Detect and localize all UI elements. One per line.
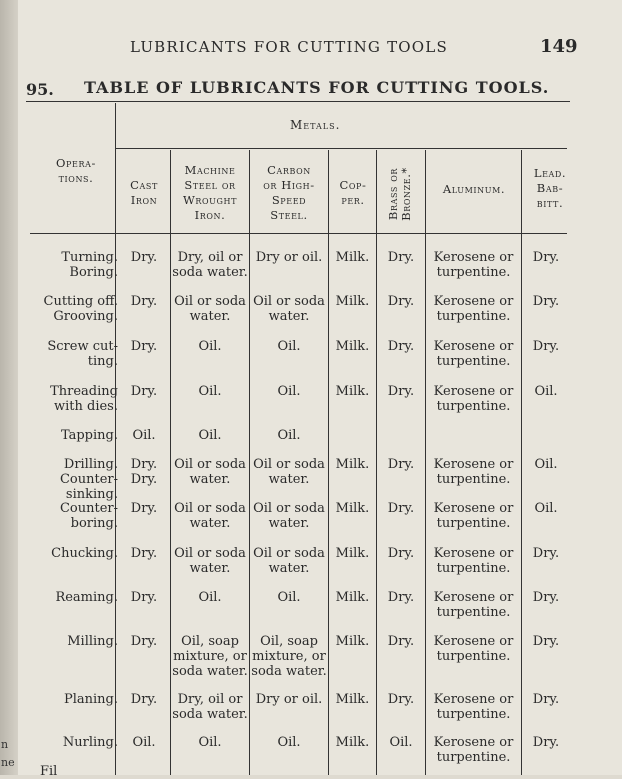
cell-line: Kerosene or — [433, 634, 514, 649]
carbon-steel-cell — [250, 339, 328, 354]
cell-line: mixture, or — [173, 649, 247, 664]
brass-cell — [377, 294, 425, 309]
carbon-steel-cell — [250, 294, 328, 324]
cell-line: Boring. — [69, 265, 118, 280]
copper-cell — [329, 294, 376, 309]
brass-header: Brass or Bronze.* — [386, 167, 413, 221]
carbon-steel-cell — [250, 546, 328, 576]
cell-line: Reaming. — [55, 590, 118, 605]
brass-cell — [377, 384, 425, 399]
cell-line: turpentine. — [436, 354, 511, 369]
header-bottom-rule — [30, 233, 567, 234]
metals-header: Metals. — [290, 118, 341, 132]
machine-steel-cell — [171, 692, 249, 722]
lead-cell — [522, 250, 570, 265]
carbon-steel-cell — [250, 590, 328, 605]
operation-cell — [30, 546, 118, 561]
cell-line: water. — [189, 309, 231, 324]
operations-header: Opera- tions. — [56, 156, 96, 185]
carbon-steel-header: Carbon or High- Speed Steel. — [263, 163, 315, 222]
cell-line: Dry. — [130, 692, 158, 707]
title-rule — [26, 101, 570, 102]
cast-iron-cell — [118, 339, 170, 354]
cell-line: Chucking. — [51, 546, 118, 561]
carbon-steel-cell — [250, 692, 328, 707]
cell-line: Dry. — [130, 250, 158, 265]
cell-line: Oil. — [198, 384, 222, 399]
cell-line: Counter- — [59, 501, 118, 516]
cell-line: Milk. — [335, 590, 370, 605]
copper-cell — [329, 692, 376, 707]
cell-line: Dry, oil or — [177, 250, 243, 265]
copper-cell — [329, 457, 376, 472]
cell-line: Kerosene or — [433, 457, 514, 472]
operation-cell — [30, 250, 118, 280]
machine-steel-cell — [171, 501, 249, 531]
operation-cell — [30, 590, 118, 605]
cell-line: water. — [268, 561, 310, 576]
aluminum-cell — [426, 634, 521, 664]
operation-cell — [30, 634, 118, 649]
cut-off-row-label: Fil — [40, 764, 58, 779]
cell-line: Dry. — [532, 590, 560, 605]
cell-line: with dies. — [54, 399, 118, 414]
cell-line: turpentine. — [436, 399, 511, 414]
cell-line: Dry. — [130, 472, 158, 487]
cell-line: Screw cut- — [47, 339, 118, 354]
machine-steel-cell — [171, 428, 249, 443]
lead-cell — [522, 339, 570, 354]
cast-iron-cell — [118, 457, 170, 487]
lead-cell — [522, 590, 570, 605]
cell-line: Milk. — [335, 457, 370, 472]
operation-cell — [30, 457, 118, 502]
cell-line: Dry, oil or — [177, 692, 243, 707]
cell-line: Drilling. — [63, 457, 118, 472]
cell-line: turpentine. — [436, 750, 511, 765]
cell-line: Kerosene or — [433, 384, 514, 399]
running-head: LUBRICANTS FOR CUTTING TOOLS — [130, 38, 448, 56]
brass-cell — [377, 590, 425, 605]
cell-line: water. — [268, 516, 310, 531]
cell-line: Oil, soap — [260, 634, 318, 649]
cell-line: Milling. — [67, 634, 118, 649]
cell-line: Tapping. — [60, 428, 118, 443]
aluminum-cell — [426, 501, 521, 531]
book-gutter — [0, 0, 18, 775]
cell-line: Milk. — [335, 294, 370, 309]
aluminum-cell — [426, 457, 521, 487]
machine-steel-cell — [171, 457, 249, 487]
carbon-steel-cell — [250, 384, 328, 399]
copper-cell — [329, 735, 376, 750]
cell-line: Dry. — [387, 384, 415, 399]
cell-line: Dry. — [130, 294, 158, 309]
cell-line: Dry. — [532, 692, 560, 707]
machine-steel-cell — [171, 294, 249, 324]
cell-line: Dry. — [532, 250, 560, 265]
cell-line: Oil or soda — [253, 294, 325, 309]
aluminum-cell — [426, 590, 521, 620]
copper-cell — [329, 501, 376, 516]
cell-line: Dry. — [130, 546, 158, 561]
carbon-steel-cell — [250, 634, 328, 679]
machine-steel-cell — [171, 339, 249, 354]
cell-line: Turning. — [61, 250, 118, 265]
cast-iron-cell — [118, 294, 170, 309]
lead-cell — [522, 384, 570, 399]
brass-cell — [377, 501, 425, 516]
cell-line: Dry. — [387, 501, 415, 516]
brass-cell — [377, 735, 425, 750]
brass-cell — [377, 339, 425, 354]
cell-line: Milk. — [335, 501, 370, 516]
cell-line: Oil. — [198, 428, 222, 443]
machine-steel-header: Machine Steel or Wrought Iron. — [182, 163, 238, 222]
lead-cell — [522, 735, 570, 750]
cell-line: Kerosene or — [433, 294, 514, 309]
aluminum-header: Aluminum. — [442, 182, 506, 196]
cell-line: Counter- — [59, 472, 118, 487]
cell-line: Dry. — [387, 457, 415, 472]
cell-line: turpentine. — [436, 707, 511, 722]
cell-line: Oil. — [132, 735, 156, 750]
brass-cell — [377, 457, 425, 472]
cell-line: Dry. — [130, 501, 158, 516]
cell-line: Oil. — [198, 339, 222, 354]
cell-line: Milk. — [335, 692, 370, 707]
cast-iron-header: Cast Iron — [130, 178, 158, 207]
cell-line: soda water. — [251, 664, 327, 679]
copper-cell — [329, 384, 376, 399]
cell-line: Dry. — [387, 339, 415, 354]
copper-cell — [329, 339, 376, 354]
cell-line: Dry. — [532, 294, 560, 309]
carbon-steel-cell — [250, 457, 328, 487]
lead-cell — [522, 501, 570, 516]
cell-line: Oil. — [534, 384, 558, 399]
lead-cell — [522, 294, 570, 309]
cast-iron-cell — [118, 501, 170, 516]
cell-line: Dry. — [532, 546, 560, 561]
cell-line: turpentine. — [436, 605, 511, 620]
cell-line: Dry. — [387, 692, 415, 707]
lead-header: Lead. Bab- bitt. — [533, 166, 567, 210]
cell-line: ting. — [87, 354, 118, 369]
aluminum-cell — [426, 384, 521, 414]
aluminum-cell — [426, 735, 521, 765]
cell-line: turpentine. — [436, 649, 511, 664]
cell-line: Oil. — [277, 590, 301, 605]
operation-cell — [30, 384, 118, 414]
page-number: 149 — [540, 36, 578, 57]
cell-line: Milk. — [335, 634, 370, 649]
cell-line: water. — [189, 561, 231, 576]
cell-line: Dry. — [130, 339, 158, 354]
cell-line: turpentine. — [436, 265, 511, 280]
cell-line: Dry or oil. — [255, 692, 323, 707]
aluminum-cell — [426, 250, 521, 280]
cast-iron-cell — [118, 692, 170, 707]
cell-line: Dry. — [387, 590, 415, 605]
copper-cell — [329, 250, 376, 265]
margin-fragment: ne — [1, 756, 15, 769]
cell-line: Grooving. — [53, 309, 118, 324]
cell-line: Dry. — [130, 590, 158, 605]
cast-iron-cell — [118, 590, 170, 605]
cast-iron-cell — [118, 735, 170, 750]
cell-line: Kerosene or — [433, 692, 514, 707]
cell-line: water. — [189, 472, 231, 487]
cell-line: Milk. — [335, 735, 370, 750]
copper-header: Cop- per. — [339, 178, 367, 207]
table-number: 95. — [26, 80, 54, 99]
copper-cell — [329, 590, 376, 605]
cell-line: Oil or soda — [174, 501, 246, 516]
cast-iron-cell — [118, 384, 170, 399]
cell-line: sinking. — [65, 487, 118, 502]
copper-cell — [329, 634, 376, 649]
operation-cell — [30, 294, 118, 324]
cell-line: Oil or soda — [253, 546, 325, 561]
machine-steel-cell — [171, 546, 249, 576]
cell-line: Threading — [50, 384, 118, 399]
operation-cell — [30, 501, 118, 531]
cell-line: Dry or oil. — [255, 250, 323, 265]
cell-line: Dry. — [532, 339, 560, 354]
cell-line: Nurling. — [62, 735, 118, 750]
cell-line: Oil. — [132, 428, 156, 443]
lead-cell — [522, 546, 570, 561]
cell-line: Oil. — [534, 501, 558, 516]
cell-line: Dry. — [387, 250, 415, 265]
machine-steel-cell — [171, 250, 249, 280]
machine-steel-cell — [171, 590, 249, 605]
brass-cell — [377, 546, 425, 561]
cell-line: soda water. — [172, 265, 248, 280]
cell-line: turpentine. — [436, 309, 511, 324]
cell-line: Dry. — [387, 294, 415, 309]
lead-cell — [522, 692, 570, 707]
carbon-steel-cell — [250, 735, 328, 750]
cell-line: Kerosene or — [433, 339, 514, 354]
cell-line: water. — [268, 472, 310, 487]
machine-steel-cell — [171, 634, 249, 679]
table-title: TABLE OF LUBRICANTS FOR CUTTING TOOLS. — [84, 78, 550, 97]
cell-line: turpentine. — [436, 516, 511, 531]
brass-cell — [377, 634, 425, 649]
cell-line: Oil or soda — [174, 546, 246, 561]
cell-line: Dry. — [387, 546, 415, 561]
operation-cell — [30, 339, 118, 369]
cell-line: Oil. — [277, 428, 301, 443]
cell-line: Oil. — [198, 590, 222, 605]
margin-fragment: n — [1, 738, 9, 751]
operation-cell — [30, 692, 118, 707]
cell-line: Milk. — [335, 250, 370, 265]
cell-line: Oil or soda — [174, 294, 246, 309]
cell-line: Dry. — [130, 457, 158, 472]
operation-cell — [30, 428, 118, 443]
carbon-steel-cell — [250, 250, 328, 265]
cell-line: Oil or soda — [253, 501, 325, 516]
cell-line: Kerosene or — [433, 735, 514, 750]
aluminum-cell — [426, 692, 521, 722]
cell-line: Oil or soda — [253, 457, 325, 472]
cast-iron-cell — [118, 428, 170, 443]
aluminum-cell — [426, 294, 521, 324]
cell-line: Kerosene or — [433, 501, 514, 516]
cell-line: boring. — [70, 516, 118, 531]
cell-line: Dry. — [387, 634, 415, 649]
cell-line: Oil. — [277, 339, 301, 354]
cell-line: Milk. — [335, 339, 370, 354]
carbon-steel-cell — [250, 428, 328, 443]
cast-iron-cell — [118, 634, 170, 649]
cell-line: soda water. — [172, 707, 248, 722]
machine-steel-cell — [171, 735, 249, 750]
carbon-steel-cell — [250, 501, 328, 531]
cell-line: Kerosene or — [433, 546, 514, 561]
aluminum-cell — [426, 546, 521, 576]
cell-line: Kerosene or — [433, 590, 514, 605]
cell-line: turpentine. — [436, 472, 511, 487]
cell-line: Planing. — [63, 692, 118, 707]
cell-line: Oil. — [534, 457, 558, 472]
cell-line: Dry. — [532, 735, 560, 750]
cell-line: water. — [189, 516, 231, 531]
cast-iron-cell — [118, 250, 170, 265]
machine-steel-cell — [171, 384, 249, 399]
lead-cell — [522, 457, 570, 472]
cell-line: Dry. — [532, 634, 560, 649]
lead-cell — [522, 634, 570, 649]
cell-line: Kerosene or — [433, 250, 514, 265]
cell-line: Milk. — [335, 546, 370, 561]
cast-iron-cell — [118, 546, 170, 561]
operation-cell — [30, 735, 118, 750]
cell-line: Dry. — [130, 384, 158, 399]
cell-line: Oil, soap — [181, 634, 239, 649]
cell-line: Oil. — [277, 384, 301, 399]
cell-line: turpentine. — [436, 561, 511, 576]
aluminum-cell — [426, 339, 521, 369]
cell-line: soda water. — [172, 664, 248, 679]
cell-line: Dry. — [130, 634, 158, 649]
cell-line: water. — [268, 309, 310, 324]
cell-line: Cutting off. — [43, 294, 118, 309]
cell-line: mixture, or — [252, 649, 326, 664]
metals-rule — [115, 148, 567, 149]
cell-line: Milk. — [335, 384, 370, 399]
brass-cell — [377, 692, 425, 707]
copper-cell — [329, 546, 376, 561]
cell-line: Oil. — [198, 735, 222, 750]
brass-cell — [377, 250, 425, 265]
cell-line: Oil. — [277, 735, 301, 750]
cell-line: Oil or soda — [174, 457, 246, 472]
cell-line: Oil. — [389, 735, 413, 750]
